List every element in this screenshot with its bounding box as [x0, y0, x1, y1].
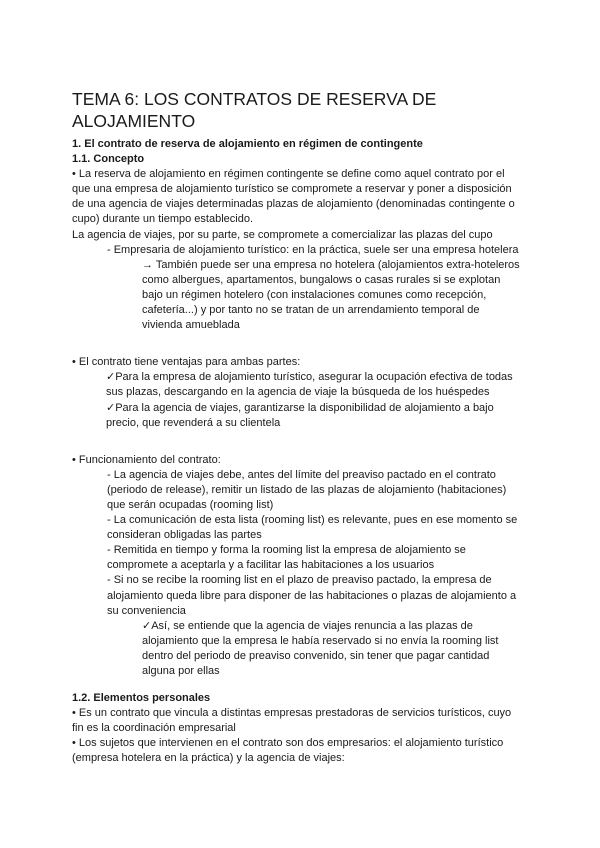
paragraph-line: • Los sujetos que intervienen en el contrato son dos empresarios: el alojamiento turístico [72, 737, 504, 750]
title-line: TEMA 6: LOS CONTRATOS DE RESERVA DE [72, 89, 437, 109]
document-body [72, 137, 542, 767]
note-line: cafetería...) y por tanto no se tratan de un arrendamiento temporal de [142, 304, 480, 317]
check-item: alguna por ellas [142, 665, 220, 677]
list-item: alojamiento queda libre para disponer de las habitaciones o plazas de alojamiento a [107, 589, 517, 602]
list-item: - La agencia de viajes debe, antes del límite del preaviso pactado en el contrato [107, 468, 496, 481]
list-item: - La comunicación de esta lista (rooming list) es relevante, pues en ese momento se [107, 514, 518, 527]
check-item: alojamiento que la empresa le había reservado si no envía la rooming list [142, 634, 499, 647]
paragraph-line: • La reserva de alojamiento en régimen contingente se define como aquel contrato por el [72, 168, 505, 181]
note-line: como albergues, apartamentos, bungalows o casas rurales si se explotan [142, 273, 501, 286]
paragraph-line: cupo) durante un tiempo establecido. [72, 213, 254, 226]
list-item: compromete a aceptarla y a facilitar las habitaciones a los usuarios [107, 559, 435, 572]
paragraph-line: que una empresa de alojamiento turístico se compromete a reservar y poner a disposición [72, 183, 512, 196]
check-item: dentro del periodo de preaviso convenido, sin tener que pagar cantidad [142, 649, 490, 662]
note-line: bajo un régimen hotelero (con instalaciones comunes como recepción, [142, 288, 487, 301]
check-item: precio, que revenderá a su clientela [106, 416, 281, 429]
list-item: - Remitida en tiempo y forma la rooming list la empresa de alojamiento se [107, 544, 466, 557]
paragraph-line: (empresa hotelera en la práctica) y la agencia de viajes: [72, 752, 345, 765]
list-item: consideran obligadas las partes [107, 529, 262, 542]
check-item: ✓Para la agencia de viajes, garantizarse la disponibilidad de alojamiento a bajo [106, 401, 494, 414]
note-line: → También puede ser una empresa no hotelera (alojamientos extra-hoteleros [142, 258, 520, 271]
paragraph-line: fin es la coordinación empresarial [72, 722, 236, 735]
check-item: sus plazas, descargando en la agencia de viaje la búsqueda de los huéspedes [106, 386, 490, 399]
list-item: su conveniencia [107, 604, 186, 617]
section-heading: 1. El contrato de reserva de alojamiento en régimen de contingente [72, 138, 423, 150]
paragraph-line: La agencia de viajes, por su parte, se compromete a comercializar las plazas del cupo [72, 228, 493, 241]
list-item: (periodo de release), remitir un listado de las plazas de alojamiento (habitaciones) [107, 483, 507, 496]
list-item: - Empresaria de alojamiento turístico: en la práctica, suele ser una empresa hotelera [107, 243, 519, 256]
document-title [72, 88, 542, 132]
note-line: vivienda amueblada [142, 319, 240, 332]
subsection-heading-concepto: 1.1. Concepto [72, 153, 145, 166]
paragraph-line: • Es un contrato que vincula a distintas empresas prestadoras de servicios turísticos, cuyo [72, 707, 512, 720]
subsection-heading-elementos: 1.2. Elementos personales [72, 692, 211, 705]
bullet-item: • Funcionamiento del contrato: [72, 453, 221, 466]
title-line: ALOJAMIENTO [72, 111, 196, 131]
check-item: ✓Así, se entiende que la agencia de viajes renuncia a las plazas de [142, 619, 473, 632]
paragraph-line: de una agencia de viajes determinadas plazas de alojamiento (denominadas contingente o [72, 198, 515, 211]
list-item: - Si no se recibe la rooming list en el plazo de preaviso pactado, la empresa de [107, 574, 492, 587]
list-item: que serán ocupadas (rooming list) [107, 498, 274, 511]
bullet-item: • El contrato tiene ventajas para ambas partes: [72, 356, 301, 369]
check-item: ✓Para la empresa de alojamiento turístico, asegurar la ocupación efectiva de todas [106, 371, 513, 384]
